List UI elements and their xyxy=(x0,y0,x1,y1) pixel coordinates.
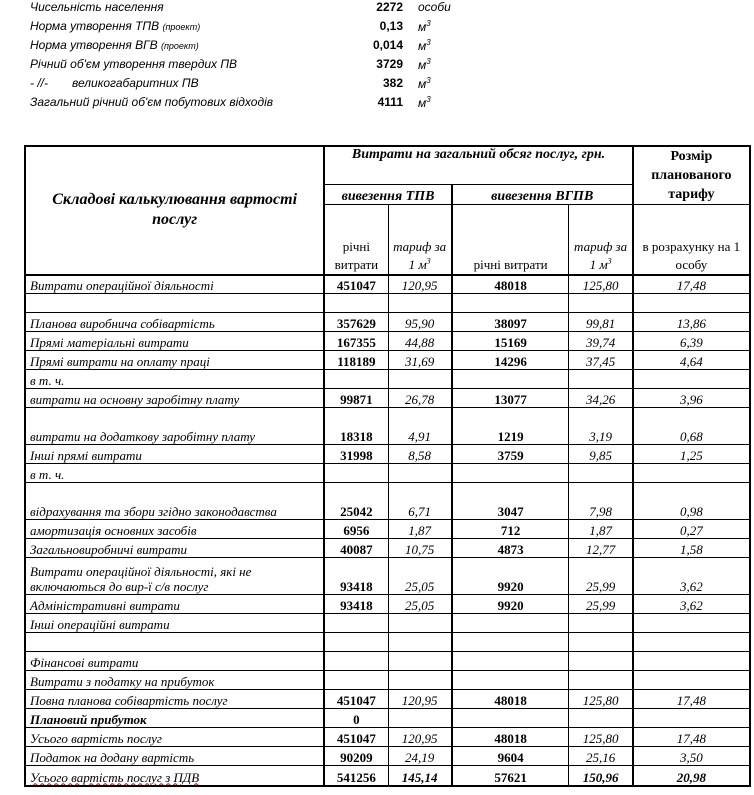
vgpv-annual-cost xyxy=(452,709,569,728)
row-label xyxy=(25,633,324,652)
tpv-annual-cost xyxy=(324,652,388,671)
tpv-annual-cost: 31998 xyxy=(324,445,388,464)
vgpv-tariff xyxy=(569,294,633,313)
summary-value: 382 xyxy=(382,76,403,90)
tpv-tariff: 25,05 xyxy=(388,595,452,614)
summary-row-solid-waste xyxy=(0,57,520,76)
table-row xyxy=(25,389,750,408)
tpv-tariff: 8,58 xyxy=(388,445,452,464)
row-label: Усього вартість послуг з ПДВ xyxy=(25,766,324,786)
per-person-tariff xyxy=(633,464,750,483)
row-label: Загальновиробничі витрати xyxy=(25,539,324,558)
per-person-tariff xyxy=(633,614,750,633)
vgpv-annual-cost: 48018 xyxy=(452,728,569,747)
summary-row-total-waste xyxy=(0,95,520,114)
row-label: витрати на додаткову заробітну плату xyxy=(25,408,324,445)
row-label: Витрати з податку на прибуток xyxy=(25,671,324,690)
summary-note: (проект) xyxy=(160,41,199,51)
tariff-size-header: Розмір планованого тарифу xyxy=(633,146,750,205)
summary-unit-sup: 3 xyxy=(426,19,431,28)
table-row xyxy=(25,595,750,614)
vgpv-annual-cost xyxy=(452,370,569,389)
vgpv-tariff: 125,80 xyxy=(569,275,633,294)
per-person-tariff: 3,96 xyxy=(633,389,750,408)
vgpv-annual-cost xyxy=(452,652,569,671)
vgpv-tariff xyxy=(569,671,633,690)
row-label: Витрати операційної діяльності, які не включаються до вир-ї с/в послуг xyxy=(25,558,324,595)
table-row xyxy=(25,614,750,633)
vgpv-tariff: 37,45 xyxy=(569,351,633,370)
per-person-tariff: 0,27 xyxy=(633,520,750,539)
tpv-tariff xyxy=(388,633,452,652)
vgpv-tariff xyxy=(569,370,633,389)
tpv-tariff xyxy=(388,671,452,690)
vgpv-tariff: 25,16 xyxy=(569,747,633,766)
vgpv-annual-cost: 14296 xyxy=(452,351,569,370)
summary-unit: м xyxy=(418,96,427,110)
vgpv-tariff: 12,77 xyxy=(569,539,633,558)
tpv-annual-cost: 541256 xyxy=(324,766,388,786)
per-person-tariff: 17,48 xyxy=(633,690,750,709)
tpv-annual-cost: 90209 xyxy=(324,747,388,766)
per-person-tariff xyxy=(633,633,750,652)
tpv-annual-cost: 451047 xyxy=(324,690,388,709)
per-person-tariff: 1,25 xyxy=(633,445,750,464)
row-label: Прямі матеріальні витрати xyxy=(25,332,324,351)
summary-value: 4111 xyxy=(377,95,403,109)
row-label: Усього вартість послуг xyxy=(25,728,324,747)
vgpv-tariff: 125,80 xyxy=(569,690,633,709)
table-row xyxy=(25,313,750,332)
col-tariff-tpv: тариф за 1 $м^3$ xyxy=(388,205,452,275)
table-row xyxy=(25,690,750,709)
tpv-annual-cost xyxy=(324,294,388,313)
per-person-tariff: 1,58 xyxy=(633,539,750,558)
vgpv-tariff xyxy=(569,652,633,671)
summary-label: Річний об'єм утворення твердих ПВ xyxy=(30,57,238,71)
table-row xyxy=(25,464,750,483)
table-row xyxy=(25,766,750,786)
tpv-tariff: 25,05 xyxy=(388,558,452,595)
tpv-tariff xyxy=(388,709,452,728)
per-person-tariff xyxy=(633,709,750,728)
row-label xyxy=(25,294,324,313)
summary-value: 2272 xyxy=(376,0,403,14)
summary-row-population xyxy=(0,0,520,19)
row-label: Інші операційні витрати xyxy=(25,614,324,633)
tpv-tariff: 95,90 xyxy=(388,313,452,332)
summary-label: великогабаритних ПВ xyxy=(72,76,199,90)
vgpv-annual-cost xyxy=(452,633,569,652)
row-label: Адміністративні витрати xyxy=(25,595,324,614)
tpv-annual-cost: 6956 xyxy=(324,520,388,539)
per-person-tariff: 13,86 xyxy=(633,313,750,332)
vgpv-tariff: 150,96 xyxy=(569,766,633,786)
summary-unit: м xyxy=(418,77,427,91)
vgpv-annual-cost: 57621 xyxy=(452,766,569,786)
tpv-annual-cost xyxy=(324,633,388,652)
per-person-tariff: 17,48 xyxy=(633,728,750,747)
tpv-tariff: 31,69 xyxy=(388,351,452,370)
summary-row-vgv-norm xyxy=(0,38,520,57)
table-row xyxy=(25,351,750,370)
tpv-annual-cost: 0 xyxy=(324,709,388,728)
per-person-tariff: 0,98 xyxy=(633,483,750,520)
row-label: відрахування та збори згідно законодавства xyxy=(25,483,324,520)
tpv-annual-cost xyxy=(324,614,388,633)
table-row xyxy=(25,520,750,539)
table-row xyxy=(25,445,750,464)
row-label: Інші прямі витрати xyxy=(25,445,324,464)
row-label: Фінансові витрати xyxy=(25,652,324,671)
vgpv-annual-cost: 712 xyxy=(452,520,569,539)
tpv-tariff: 44,88 xyxy=(388,332,452,351)
summary-row-tpv-norm xyxy=(0,19,520,38)
per-person-tariff: 0,68 xyxy=(633,408,750,445)
vgpv-tariff: 3,19 xyxy=(569,408,633,445)
vgpv-tariff xyxy=(569,633,633,652)
vgpv-annual-cost: 9920 xyxy=(452,595,569,614)
row-label: Витрати операційної діяльності xyxy=(25,275,324,294)
tpv-tariff: 10,75 xyxy=(388,539,452,558)
vgpv-annual-cost xyxy=(452,671,569,690)
table-row xyxy=(25,294,750,313)
summary-label: Загальний річний об'єм побутових відходів xyxy=(30,95,274,109)
summary-unit: м xyxy=(418,39,427,53)
tpv-annual-cost: 167355 xyxy=(324,332,388,351)
table-row xyxy=(25,671,750,690)
row-label: в т. ч. xyxy=(25,370,324,389)
summary-unit-sup: 3 xyxy=(426,57,431,66)
vgpv-tariff: 25,99 xyxy=(569,558,633,595)
summary-unit-sup: 3 xyxy=(426,38,431,47)
table-row xyxy=(25,633,750,652)
row-label: амортизація основних засобів xyxy=(25,520,324,539)
col-per-person: в розрахунку на 1 особу xyxy=(633,205,750,275)
vgpv-annual-cost xyxy=(452,294,569,313)
vgpv-tariff xyxy=(569,464,633,483)
tpv-tariff xyxy=(388,370,452,389)
vgpv-annual-cost: 1219 xyxy=(452,408,569,445)
tpv-annual-cost: 357629 xyxy=(324,313,388,332)
vgpv-tariff xyxy=(569,709,633,728)
tpv-annual-cost xyxy=(324,464,388,483)
vgpv-annual-cost: 9920 xyxy=(452,558,569,595)
vgpv-annual-cost: 13077 xyxy=(452,389,569,408)
vgpv-annual-cost: 48018 xyxy=(452,690,569,709)
tpv-tariff: 26,78 xyxy=(388,389,452,408)
tpv-tariff xyxy=(388,294,452,313)
per-person-tariff xyxy=(633,671,750,690)
col-annual-tpv: річні витрати xyxy=(324,205,388,275)
vgpv-annual-cost: 15169 xyxy=(452,332,569,351)
table-row xyxy=(25,275,750,294)
per-person-tariff: 3,62 xyxy=(633,558,750,595)
tpv-tariff: 120,95 xyxy=(388,728,452,747)
per-person-tariff xyxy=(633,652,750,671)
tpv-tariff: 145,14 xyxy=(388,766,452,786)
table-row xyxy=(25,370,750,389)
vgpv-tariff: 39,74 xyxy=(569,332,633,351)
tpv-tariff: 120,95 xyxy=(388,275,452,294)
summary-value: 0,13 xyxy=(379,19,403,33)
tpv-annual-cost xyxy=(324,671,388,690)
tpv-annual-cost: 93418 xyxy=(324,595,388,614)
summary-unit: м xyxy=(418,58,427,72)
row-label: Повна планова собівартість послуг xyxy=(25,690,324,709)
per-person-tariff: 4,64 xyxy=(633,351,750,370)
summary-label: Чисельність населення xyxy=(30,0,164,14)
row-label: витрати на основну заробітну плату xyxy=(25,389,324,408)
vgpv-tariff: 34,26 xyxy=(569,389,633,408)
vgpv-tariff: 125,80 xyxy=(569,728,633,747)
summary-value: 3729 xyxy=(376,57,403,71)
summary-row-bulky-waste xyxy=(0,76,520,95)
table-row xyxy=(25,652,750,671)
tpv-tariff: 1,87 xyxy=(388,520,452,539)
tpv-annual-cost: 451047 xyxy=(324,728,388,747)
tpv-annual-cost: 451047 xyxy=(324,275,388,294)
per-person-tariff xyxy=(633,294,750,313)
table-row xyxy=(25,408,750,445)
vgpv-annual-cost xyxy=(452,614,569,633)
table-row xyxy=(25,728,750,747)
summary-prefix: - //- xyxy=(30,76,48,90)
table-row xyxy=(25,709,750,728)
tpv-annual-cost: 99871 xyxy=(324,389,388,408)
table-row xyxy=(25,558,750,595)
summary-unit-sup: 3 xyxy=(426,76,431,85)
vgpv-annual-cost: 38097 xyxy=(452,313,569,332)
tpv-annual-cost: 40087 xyxy=(324,539,388,558)
cost-calculation-table xyxy=(24,145,751,787)
group-header: Витрати на загальний обсяг послуг, грн. xyxy=(324,146,632,184)
row-label: Прямі витрати на оплату праці xyxy=(25,351,324,370)
vgpv-annual-cost xyxy=(452,464,569,483)
tpv-tariff xyxy=(388,652,452,671)
tpv-annual-cost xyxy=(324,370,388,389)
per-person-tariff xyxy=(633,370,750,389)
table-row xyxy=(25,332,750,351)
summary-unit-sup: 3 xyxy=(426,95,431,104)
vgpv-tariff: 25,99 xyxy=(569,595,633,614)
vgpv-annual-cost: 3047 xyxy=(452,483,569,520)
vgpv-annual-cost: 48018 xyxy=(452,275,569,294)
tpv-tariff: 24,19 xyxy=(388,747,452,766)
tpv-annual-cost: 25042 xyxy=(324,483,388,520)
col-annual-vgpv: річні витрати xyxy=(452,205,569,275)
summary-label: Норма утворення ВГВ xyxy=(30,38,158,52)
per-person-tariff: 17,48 xyxy=(633,275,750,294)
per-person-tariff: 20,98 xyxy=(633,766,750,786)
tpv-tariff: 120,95 xyxy=(388,690,452,709)
summary-note: (проект) xyxy=(162,22,201,32)
row-label: Податок на додану вартість xyxy=(25,747,324,766)
tpv-annual-cost: 18318 xyxy=(324,408,388,445)
vgpv-tariff: 99,81 xyxy=(569,313,633,332)
tpv-annual-cost: 118189 xyxy=(324,351,388,370)
vgpv-tariff: 1,87 xyxy=(569,520,633,539)
table-row xyxy=(25,747,750,766)
tpv-tariff: 6,71 xyxy=(388,483,452,520)
per-person-tariff: 6,39 xyxy=(633,332,750,351)
subheader-vgpv: вивезення ВГПВ xyxy=(452,184,633,204)
vgpv-tariff: 7,98 xyxy=(569,483,633,520)
tpv-tariff xyxy=(388,464,452,483)
summary-label: Норма утворення ТПВ xyxy=(30,19,160,33)
vgpv-annual-cost: 3759 xyxy=(452,445,569,464)
row-label: Планова виробнича собівартість xyxy=(25,313,324,332)
subheader-tpv: вивезення ТПВ xyxy=(324,184,452,204)
vgpv-annual-cost: 9604 xyxy=(452,747,569,766)
table-title: Складові калькулювання вартості послуг xyxy=(25,146,324,275)
tpv-annual-cost: 93418 xyxy=(324,558,388,595)
tpv-tariff xyxy=(388,614,452,633)
summary-unit: м xyxy=(418,20,427,34)
table-row xyxy=(25,483,750,520)
tpv-tariff: 4,91 xyxy=(388,408,452,445)
summary-unit: особи xyxy=(418,0,451,14)
per-person-tariff: 3,62 xyxy=(633,595,750,614)
vgpv-annual-cost: 4873 xyxy=(452,539,569,558)
per-person-tariff: 3,50 xyxy=(633,747,750,766)
col-tariff-vgpv: тариф за 1 $м^3$ xyxy=(569,205,633,275)
table-row xyxy=(25,539,750,558)
row-label: в т. ч. xyxy=(25,464,324,483)
vgpv-tariff xyxy=(569,614,633,633)
summary-value: 0,014 xyxy=(372,38,403,52)
vgpv-tariff: 9,85 xyxy=(569,445,633,464)
row-label: Плановий прибуток xyxy=(25,709,324,728)
